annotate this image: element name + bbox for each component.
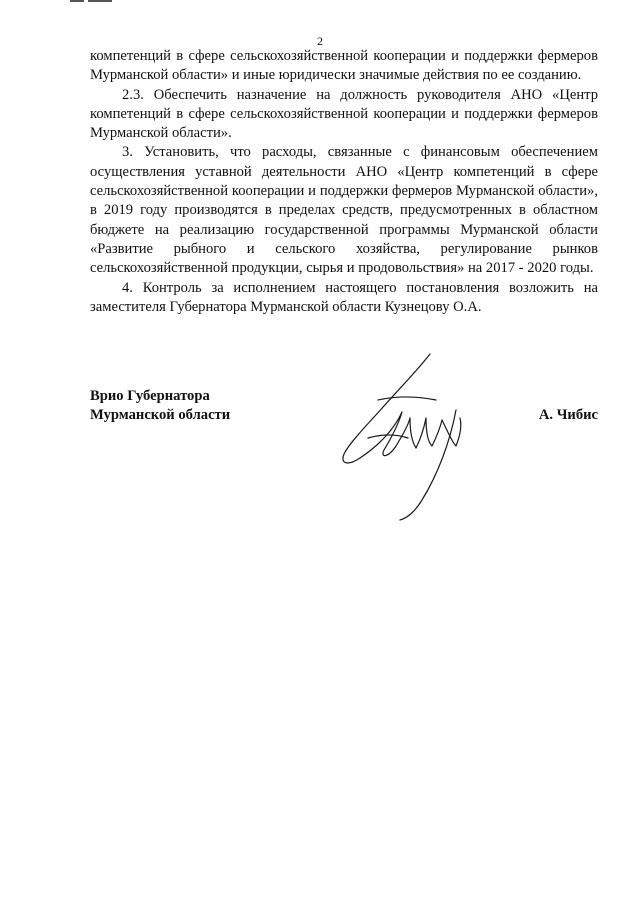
paragraph-item-2-3: 2.3. Обеспечить назначение на должность руководителя АНО «Центр компетенций в сфере сельскохозяйственной кооперации и поддержки фермеров Мурманской области». bbox=[90, 86, 598, 142]
handwritten-signature bbox=[338, 342, 488, 522]
paragraph-continuation: компетенций в сфере сельскохозяйственной кооперации и поддержки фермеров Мурманской области» и иные юридически значимые действия по ее созданию. bbox=[90, 48, 598, 84]
scan-header-marks bbox=[70, 0, 130, 3]
document-body bbox=[90, 47, 598, 317]
paragraph-item-3: 3. Установить, что расходы, связанные с финансовым обеспечением осуществления уставной деятельности АНО «Центр компетенций в сфере сельскохозяйственной кооперации и поддержки фермеров Мурманской области», в 2019 году производятся в пределах средств, предусмотренных в областном бюджете на реализацию государственной программы Мурманской области «Развитие рыбного и сельского хозяйства, регулирование рынков сельскохозяйственной продукции, сырья и продовольствия» на 2017 - 2020 годы. bbox=[90, 144, 598, 277]
signatory-title-line2: Мурманской области bbox=[90, 407, 231, 423]
paragraph-item-4: 4. Контроль за исполнением настоящего постановления возложить на заместителя Губернатора Мурманской области Кузнецову О.А. bbox=[90, 279, 598, 315]
signatory-name: А. Чибис bbox=[538, 407, 598, 423]
page-number: 2 bbox=[317, 34, 323, 48]
signatory-title-line1: Врио Губернатора bbox=[90, 388, 210, 404]
signature-block bbox=[90, 387, 598, 527]
signatory-title bbox=[90, 387, 230, 425]
